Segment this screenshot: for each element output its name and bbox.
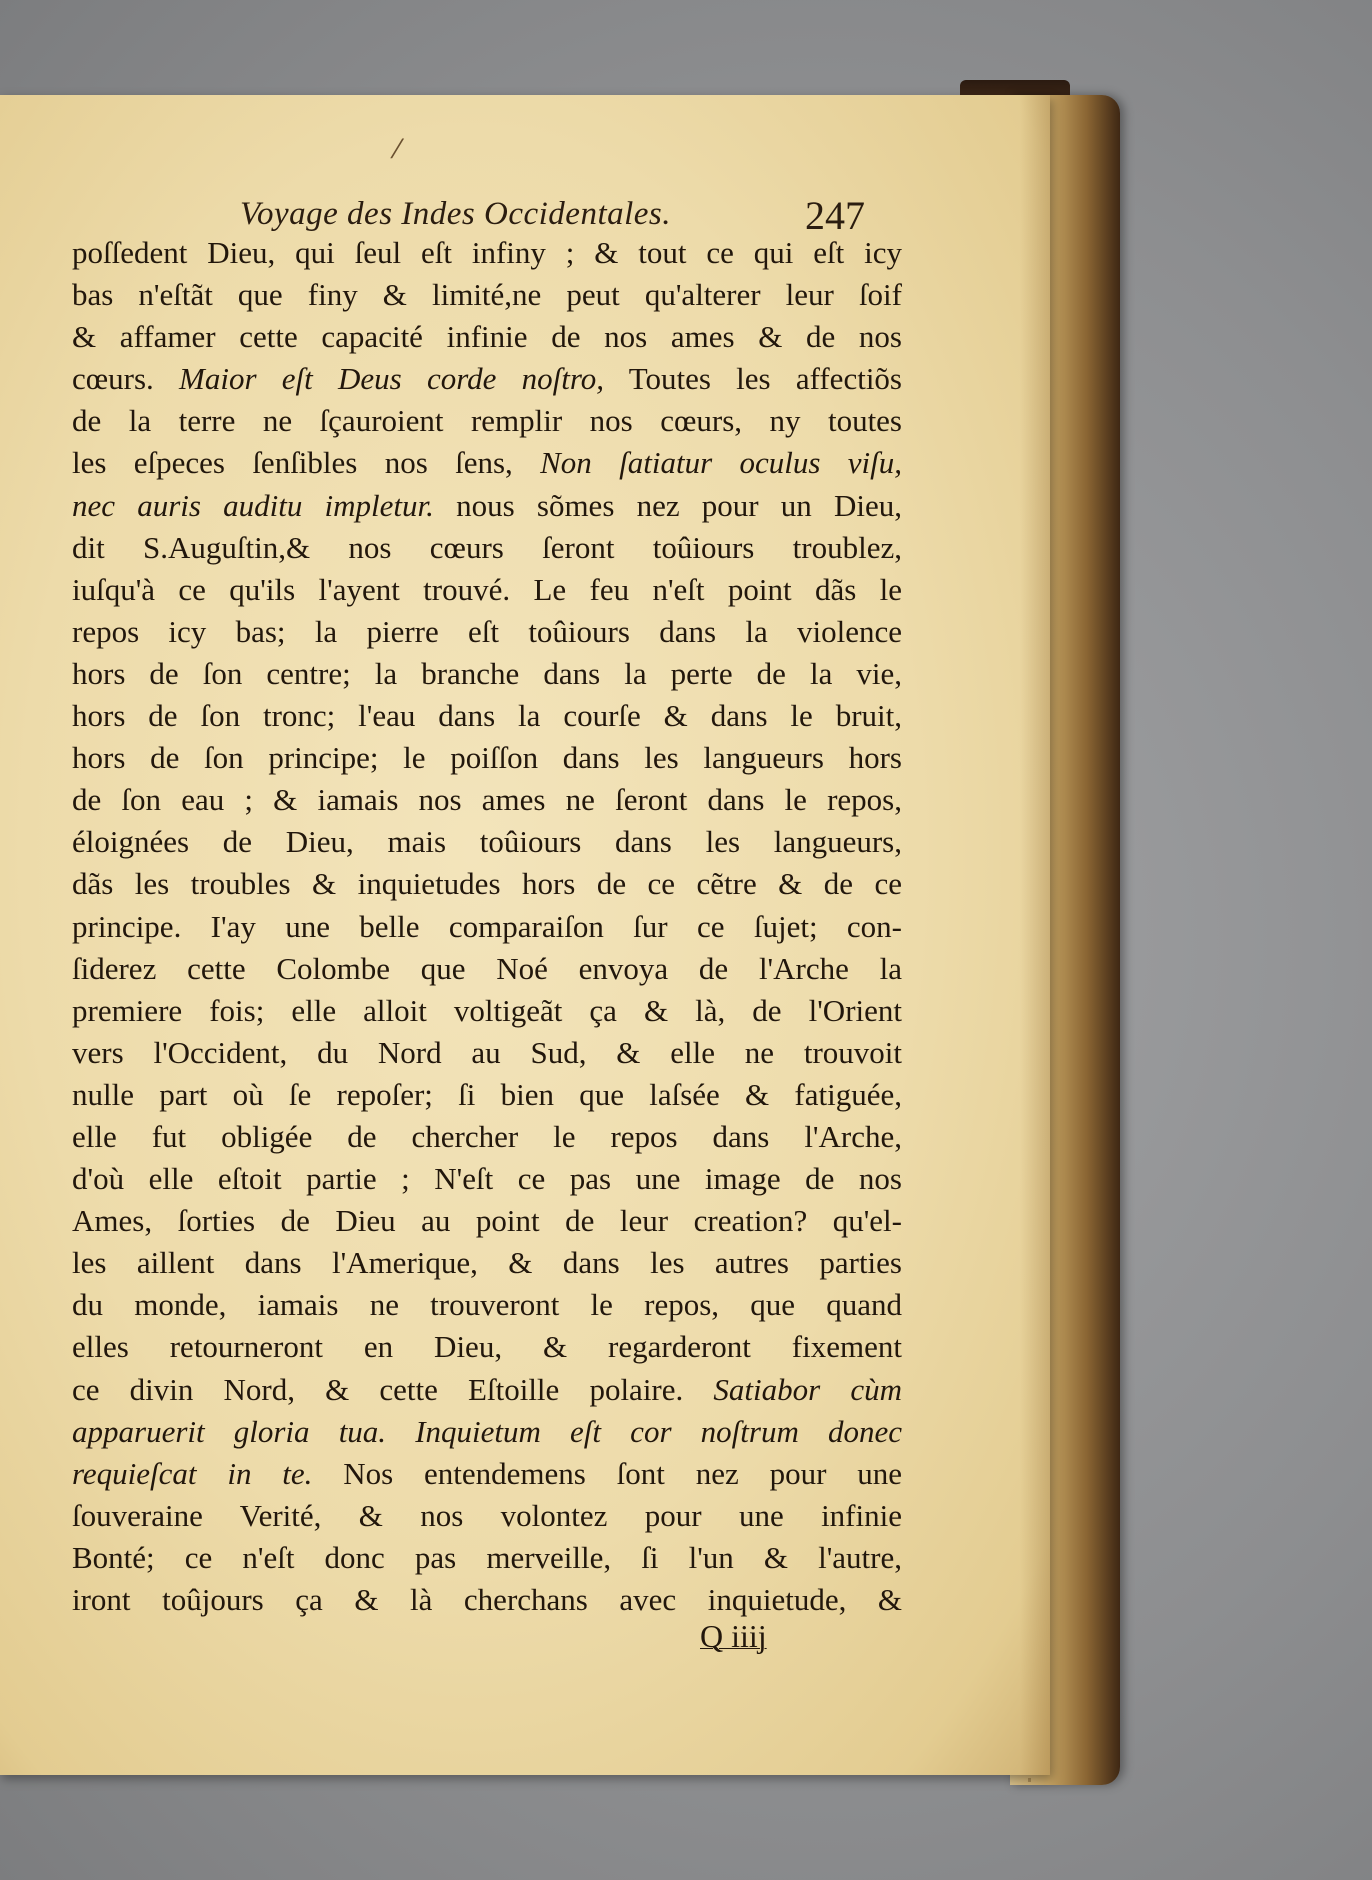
running-title: Voyage des Indes Occidentales. (240, 196, 672, 232)
text-line: les eſpeces ſenſibles nos ſens, Non ſatiatur oculus viſu, (72, 445, 902, 481)
text-line: du monde, iamais ne trouveront le repos, que quand (72, 1287, 902, 1323)
text-line: les aillent dans l'Amerique, & dans les autres parties (72, 1245, 902, 1281)
text-line: d'où elle eſtoit partie ; N'eſt ce pas une image de nos (72, 1161, 902, 1197)
text-line: iuſqu'à ce qu'ils l'ayent trouvé. Le feu n'eſt point dãs le (72, 571, 902, 607)
text-line: bas n'eſtãt que finy & limité,ne peut qu'alterer leur ſoif (72, 277, 902, 313)
text-line: premiere fois; elle alloit voltigeãt ça & là, de l'Orient (72, 992, 902, 1028)
text-line: de la terre ne ſçauroient remplir nos cœurs, ny toutes (72, 403, 902, 439)
text-line: principe. I'ay une belle comparaiſon ſur ce ſujet; con- (72, 908, 902, 944)
text-line: dãs les troubles & inquietudes hors de ce cẽtre & de ce (72, 866, 902, 902)
text-line: hors de ſon centre; la branche dans la perte de la vie, (72, 655, 902, 691)
text-line: de ſon eau ; & iamais nos ames ne ſeront dans le repos, (72, 782, 902, 818)
text-line: repos icy bas; la pierre eſt toûiours dans la violence (72, 613, 902, 649)
text-line: dit S.Auguſtin,& nos cœurs ſeront toûiours troublez, (72, 529, 902, 565)
text-line: nec auris auditu impletur. nous sõmes nez pour un Dieu, (72, 487, 902, 523)
text-line: nulle part où ſe repoſer; ſi bien que laſsée & fatiguée, (72, 1076, 902, 1112)
text-line: ſouveraine Verité, & nos volontez pour une infinie (72, 1497, 902, 1533)
text-line: poſſedent Dieu, qui ſeul eſt infiny ; & tout ce qui eſt icy (72, 235, 902, 270)
text-line: ce divin Nord, & cette Eſtoille polaire. Satiabor cùm (72, 1371, 903, 1407)
text-line: Bonté; ce n'eſt donc pas merveille, ſi l'un & l'autre, (72, 1539, 902, 1575)
text-line: vers l'Occident, du Nord au Sud, & elle ne trouvoit (72, 1034, 902, 1070)
text-line: hors de ſon principe; le poiſſon dans les langueurs hors (72, 740, 902, 776)
ink-speck: ⁄ (395, 135, 400, 165)
text-line: cœurs. Maior eſt Deus corde noſtro, Toutes les affectiõs (72, 361, 902, 397)
text-line: Ames, ſorties de Dieu au point de leur creation? qu'el- (72, 1203, 902, 1239)
text-line: elles retourneront en Dieu, & regarderont fixement (72, 1329, 902, 1365)
text-line: & affamer cette capacité infinie de nos ames & de nos (72, 319, 902, 355)
text-line: elle fut obligée de chercher le repos dans l'Arche, (72, 1118, 902, 1154)
text-line: apparuerit gloria tua. Inquietum eſt cor noſtrum donec (72, 1413, 902, 1449)
signature-mark: Q iiij (700, 1618, 767, 1654)
text-line: ſiderez cette Colombe que Noé envoya de l'Arche la (72, 950, 902, 986)
text-line: requieſcat in te. Nos entendemens ſont nez pour une (72, 1455, 902, 1491)
text-line: iront toûjours ça & là cherchans avec inquietude, & (72, 1582, 902, 1617)
body-text (72, 232, 902, 1621)
text-line: hors de ſon tronc; l'eau dans la courſe & dans le bruit, (72, 698, 902, 734)
text-line: éloignées de Dieu, mais toûiours dans les langueurs, (72, 824, 902, 860)
page-number: 247 (805, 193, 865, 238)
